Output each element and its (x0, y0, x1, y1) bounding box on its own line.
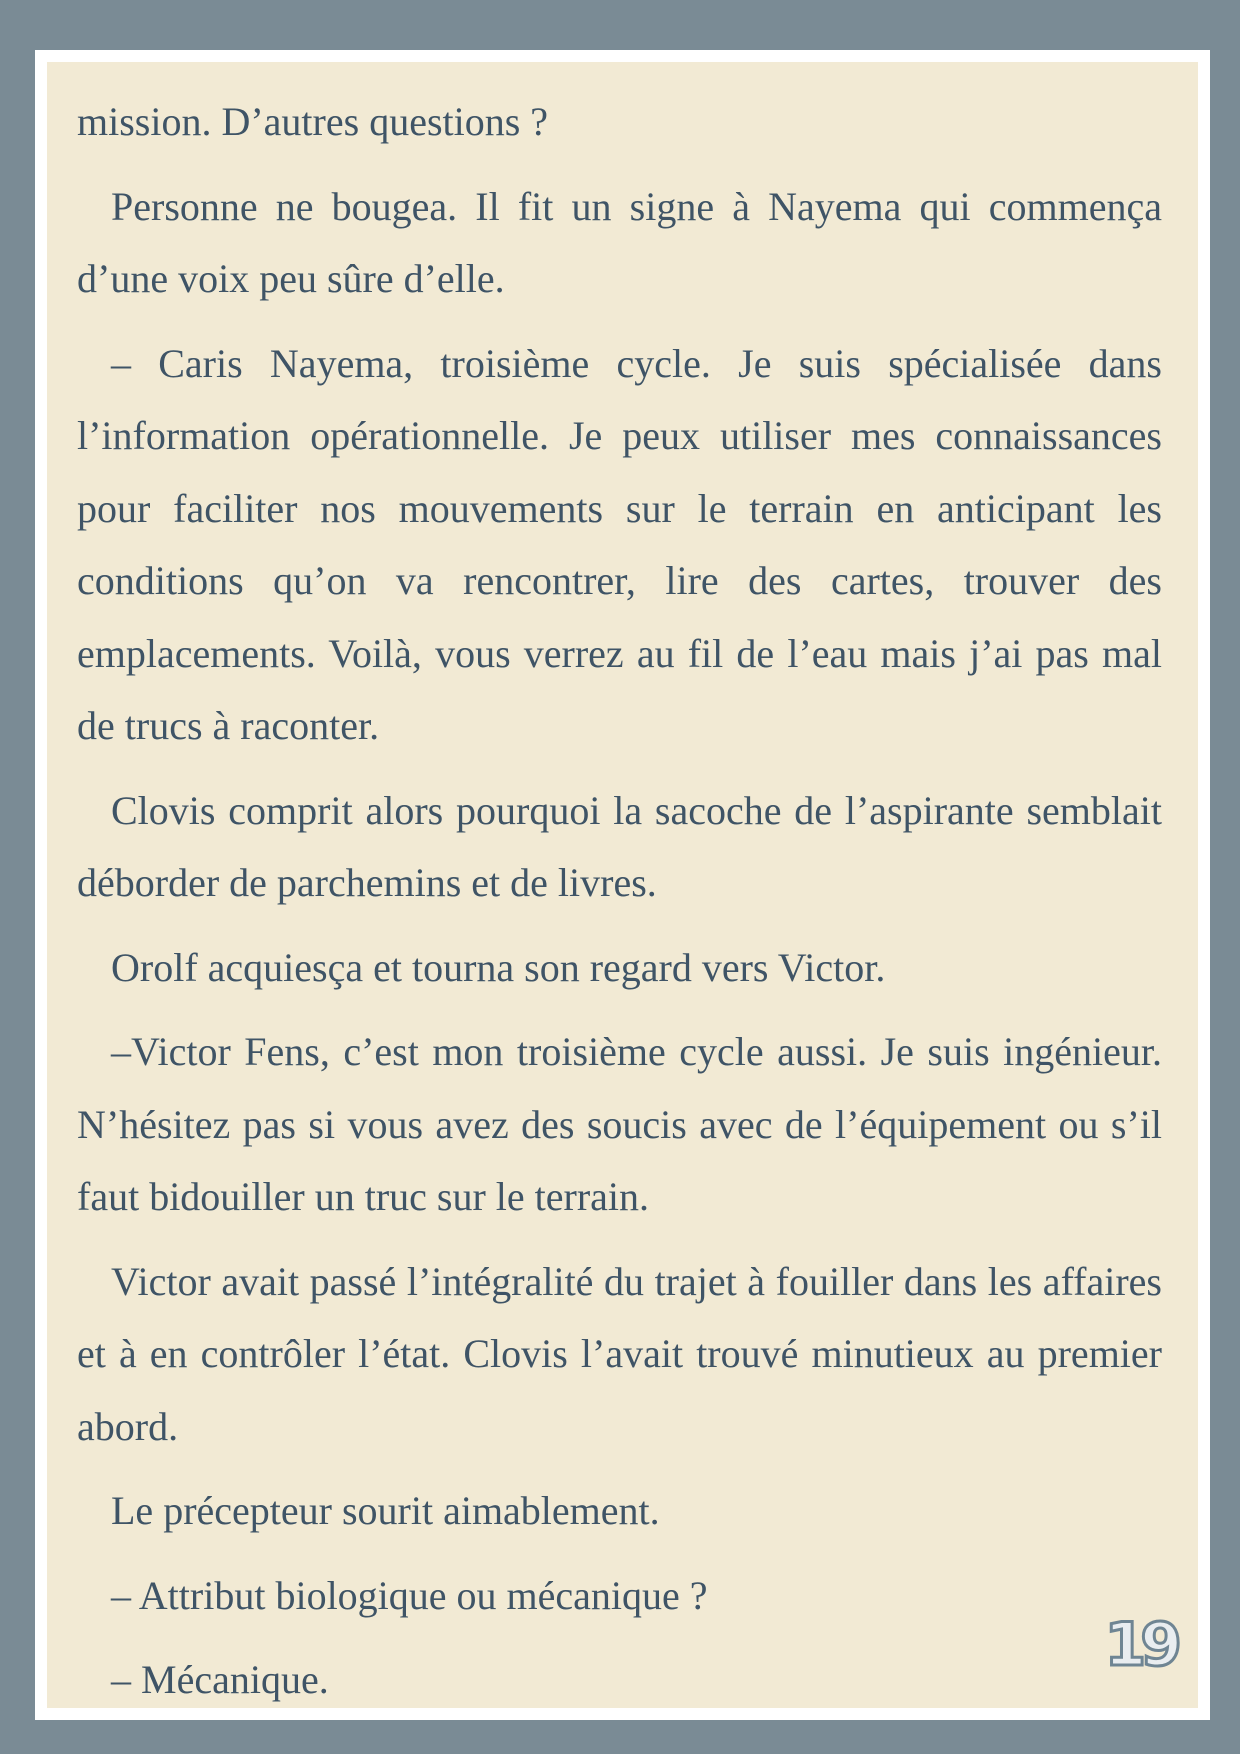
body-text (77, 86, 1162, 1729)
page-number: 19 (1104, 1610, 1176, 1680)
paragraph: – Mécanique. (111, 1657, 329, 1702)
paragraph: –Victor Fens, c’est mon troisième cycle aussi. Je suis ingénieur. N’hésitez pas si vous avez des soucis avec de l’équipement ou s’il faut bidouiller un truc sur le terrain. (77, 1029, 1162, 1219)
paragraph: mission. D’autres questions ? (77, 99, 549, 144)
paragraph: Orolf acquiesça et tourna son regard vers Victor. (111, 944, 886, 990)
paragraph: Le précepteur sourit aimablement. (111, 1488, 660, 1533)
paragraph: Victor avait passé l’intégralité du trajet à fouiller dans les affaires et à en contrôler l’état. Clovis l’avait trouvé minutieux au premier abord. (77, 1258, 1162, 1449)
paragraph: – Caris Nayema, troisième cycle. Je suis spécialisée dans l’information opérationnelle. Je peux utiliser mes connaissances pour faciliter nos mouvements sur le terrain en anticipant les conditions qu’on va rencontrer, lire des cartes, trouver des emplacements. Voilà, vous verrez au fil de l’eau mais j’ai pas mal de trucs à raconter. (77, 340, 1162, 748)
paragraph: Personne ne bougea. Il fit un signe à Nayema qui commença d’une voix peu sûre d’elle. (77, 183, 1162, 301)
page-frame (35, 50, 1210, 1720)
paragraph: – Attribut biologique ou mécanique ? (111, 1572, 708, 1618)
book-page (47, 62, 1198, 1708)
paragraph: Clovis comprit alors pourquoi la sacoche de l’aspirante semblait déborder de parchemins et de livres. (77, 787, 1162, 905)
